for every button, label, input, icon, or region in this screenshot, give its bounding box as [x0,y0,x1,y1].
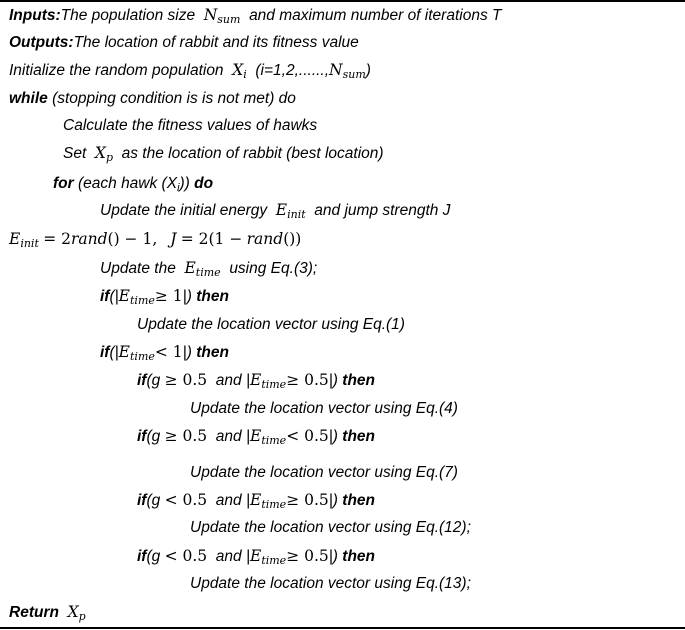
init-line: Initialize the random population $X_i$ $(i=1,2,......,N_{sum})$ [9,61,371,81]
top-rule [0,0,685,2]
update-eq12-line: Update the location vector using Eq.(12); [190,519,471,536]
set-xp-line: Set $X_p$ as the location of rabbit (best location) [63,144,384,164]
update-energy-line: Update the initial energy $E_{init}$ and jump strength J [100,201,451,221]
if-g-lt-half-etime-ge-half-a: if(g < 0.5 and $|E_{time}\ge 0.5|$) then [137,491,376,511]
if-g-lt-half-etime-ge-half-b: if(g < 0.5 and $|E_{time}\ge 0.5|$) then [137,547,376,567]
outputs-line: Outputs:The location of rabbit and its fitness value [9,34,359,51]
if-etime-ge-1: $if(|E_{time}\ge 1|)$ then [100,287,229,307]
n-sum-symbol: $N_{sum}$ [203,6,241,26]
if-etime-lt-1: $if(|E_{time}< 1|)$ then [100,343,229,363]
if-g-ge-half-etime-ge-half: if(g ≥ 0.5 and $|E_{time}\ge 0.5|$) then [137,371,376,391]
while-line: while (stopping condition is is not met) do [9,90,296,107]
update-eq7-line: Update the location vector using Eq.(7) [190,464,458,481]
update-eq4-line: Update the location vector using Eq.(4) [190,400,458,417]
energy-formula: $E_{init}$ = 2rand() − 1, J = 2(1 − rand()) [9,230,302,250]
return-line: Return $X_p$ [9,603,86,623]
if-g-ge-half-etime-lt-half: if(g ≥ 0.5 and $|E_{time}< 0.5|$) then [137,427,376,447]
update-eq13-line: Update the location vector using Eq.(13); [190,575,471,592]
for-line: for (each hawk $(X_i)$) do [53,175,214,194]
inputs-line: Inputs:The population size $N_{sum}$ and maximum number of iterations T [9,6,502,26]
calc-fitness-line: Calculate the fitness values of hawks [63,117,318,134]
update-eq1-line: Update the location vector using Eq.(1) [137,316,405,333]
bottom-rule [0,627,685,629]
update-etime-line: Update the $E_{time}$ using Eq.(3); [100,259,318,279]
